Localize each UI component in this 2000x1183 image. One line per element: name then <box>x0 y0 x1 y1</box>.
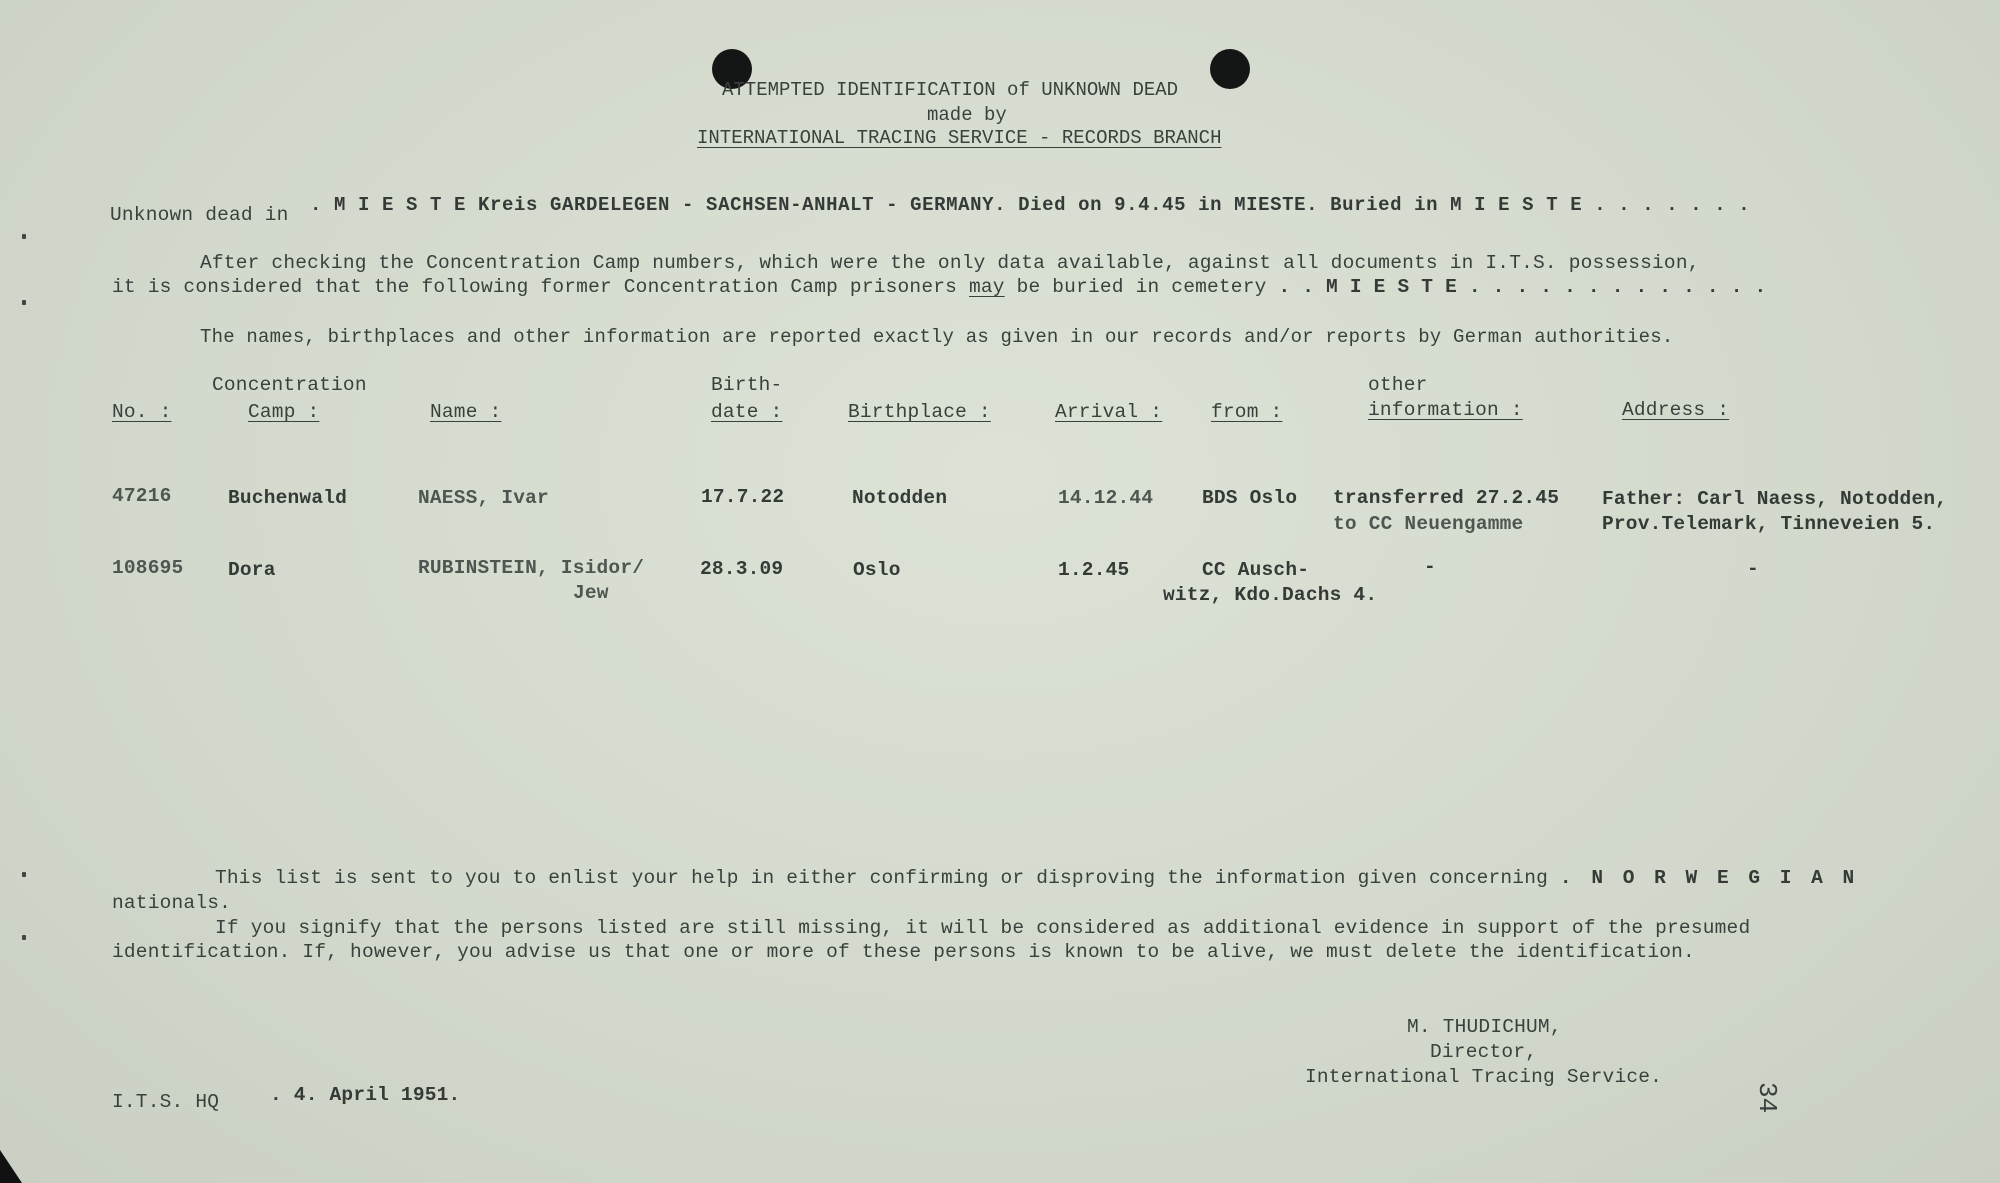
cell-other: - <box>1424 556 1436 578</box>
closing-line-3: identification. If, however, you advise us that one or more of these persons is known to be alive, we must delete the identification. <box>112 941 1695 963</box>
cell-no: 108695 <box>112 557 184 579</box>
footer-place: I.T.S. HQ <box>112 1091 220 1113</box>
cell-arrival: 1.2.45 <box>1058 559 1130 581</box>
cell-no: 47216 <box>112 485 172 507</box>
margin-mark <box>22 872 26 877</box>
header-made-by: made by <box>927 104 1007 126</box>
cell-camp: Dora <box>228 559 276 581</box>
closing-line-1-text: This list is sent to you to enlist your help in either confirming or disproving the information given concerning <box>215 867 1549 889</box>
punch-hole-right <box>1210 49 1250 89</box>
col-header-from: from : <box>1211 401 1283 423</box>
col-header-no: No. : <box>112 401 172 423</box>
cell-name: RUBINSTEIN, Isidor/ <box>418 557 645 579</box>
signature-title: Director, <box>1430 1041 1538 1063</box>
unknown-dead-place: . M I E S T E Kreis GARDELEGEN - SACHSEN-ANHALT - GERMANY. Died on 9.4.45 in MIESTE. Buried in M I E S T E . . . . . . . <box>310 194 1751 216</box>
nationality: . N O R W E G I A N <box>1559 867 1859 889</box>
margin-mark <box>22 300 26 305</box>
col-header-other-top: other <box>1368 374 1428 396</box>
cemetery-place: . . M I E S T E . . . . . . . . . . . . . <box>1278 276 1767 298</box>
col-header-arrival: Arrival : <box>1055 401 1163 423</box>
signature-name: M. THUDICHUM, <box>1407 1016 1562 1038</box>
cell-other-2: to CC Neuengamme <box>1333 513 1524 535</box>
cell-birthplace: Oslo <box>853 559 901 581</box>
cell-other: transferred 27.2.45 <box>1333 487 1560 509</box>
cell-from: CC Ausch- <box>1202 559 1310 581</box>
cell-birthdate: 28.3.09 <box>700 558 784 580</box>
cell-birthdate: 17.7.22 <box>701 486 785 508</box>
cell-from-2: witz, Kdo.Dachs 4. <box>1163 584 1378 606</box>
footer-date: . 4. April 1951. <box>270 1084 461 1106</box>
closing-line-1 <box>215 867 1858 889</box>
col-header-name: Name : <box>430 401 502 423</box>
col-header-birthdate: date : <box>711 401 783 423</box>
col-header-other: information : <box>1368 399 1523 421</box>
margin-mark <box>22 234 26 239</box>
header-branch: INTERNATIONAL TRACING SERVICE - RECORDS BRANCH <box>697 127 1222 149</box>
corner-shadow <box>0 1150 22 1183</box>
signature-org: International Tracing Service. <box>1305 1066 1663 1088</box>
col-header-birthdate-top: Birth- <box>711 374 783 396</box>
cell-address: - <box>1747 558 1759 580</box>
page-number: 34 <box>1752 1082 1782 1114</box>
cell-from: BDS Oslo <box>1202 487 1298 509</box>
intro-line-1: After checking the Concentration Camp numbers, which were the only data available, against all documents in I.T.S. possession, <box>200 252 1700 274</box>
header-title: ATTEMPTED IDENTIFICATION of UNKNOWN DEAD <box>722 79 1179 101</box>
closing-line-2: If you signify that the persons listed are still missing, it will be considered as additional evidence in support of the presumed <box>215 917 1751 939</box>
intro-line-2-prefix: it is considered that the following former Concentration Camp prisoners <box>112 276 958 298</box>
cell-arrival: 14.12.44 <box>1058 487 1154 509</box>
unknown-dead-label: Unknown dead in <box>110 204 289 226</box>
cell-address-2: Prov.Telemark, Tinneveien 5. <box>1602 513 1936 535</box>
intro-line-2-may: may <box>968 276 1005 298</box>
cell-name-2: Jew <box>573 582 609 604</box>
closing-line-1-end: nationals. <box>112 892 232 914</box>
cell-address: Father: Carl Naess, Notodden, <box>1602 488 1948 510</box>
intro-line-3: The names, birthplaces and other information are reported exactly as given in our records and/or reports by German authorities. <box>200 326 1674 348</box>
cell-birthplace: Notodden <box>852 487 948 509</box>
cell-name: NAESS, Ivar <box>418 487 549 509</box>
intro-line-2-mid: be buried in cemetery <box>1016 276 1267 298</box>
margin-mark <box>22 935 26 940</box>
cell-camp: Buchenwald <box>228 487 348 509</box>
col-header-address: Address : <box>1622 399 1730 421</box>
col-header-camp: Camp : <box>248 401 320 423</box>
intro-line-2 <box>112 276 1766 298</box>
col-header-birthplace: Birthplace : <box>848 401 991 423</box>
col-header-camp-top: Concentration <box>212 374 367 396</box>
